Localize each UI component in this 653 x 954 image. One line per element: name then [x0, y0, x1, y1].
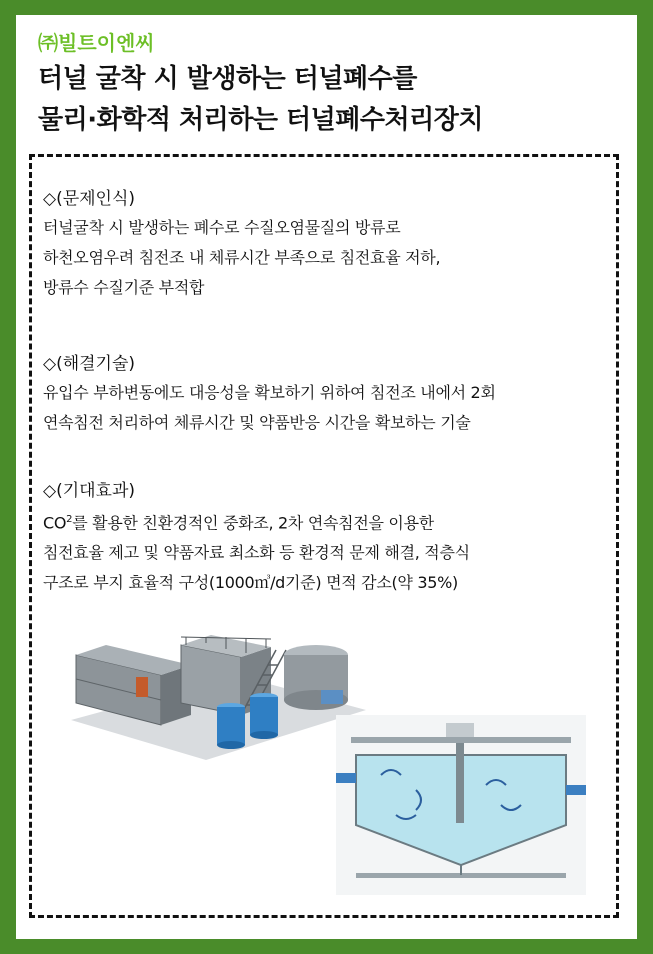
section-line: 유입수 부하변동에도 대응성을 확보하기 위하여 침전조 내에서 2회 [43, 383, 496, 402]
section-line: 구조로 부지 효율적 구성(1000㎥/d기준) 면적 감소(약 35%) [43, 573, 458, 593]
settling-tank-diagram [336, 715, 586, 895]
company-name: ㈜빌트이엔씨 [38, 31, 155, 55]
section-effect [43, 477, 603, 598]
page-title [38, 59, 628, 141]
section-solution [43, 350, 603, 438]
section-heading: ◇(기대효과) [43, 481, 136, 501]
co2-subscript: 2 [66, 514, 73, 525]
section-heading: ◇(문제인식) [43, 189, 136, 209]
co2-text: CO [43, 513, 67, 533]
title-line-1: 터널 굴착 시 발생하는 터널폐수를 [38, 64, 417, 94]
section-heading: ◇(해결기술) [43, 354, 136, 374]
section-line: 터널굴착 시 발생하는 폐수로 수질오염물질의 방류로 [43, 218, 401, 237]
section-line: 하천오염우려 침전조 내 체류시간 부족으로 침전효율 저하, [43, 248, 441, 267]
section-line: 방류수 수질기준 부적합 [43, 278, 205, 297]
section-line: 침전효율 제고 및 약품자료 최소화 등 환경적 문제 해결, 적층식 [43, 543, 470, 563]
poster-card [16, 15, 637, 939]
co2-line-rest: 를 활용한 친환경적인 중화조, 2차 연속침전을 이용한 [72, 513, 434, 533]
section-problem [43, 185, 603, 303]
section-line: 연속침전 처리하여 체류시간 및 약품반응 시간을 확보하는 기술 [43, 413, 471, 432]
title-line-2: 물리·화학적 처리하는 터널폐수처리장치 [38, 105, 483, 135]
section-line-co2 [43, 505, 603, 538]
treatment-plant-illustration [66, 615, 366, 765]
